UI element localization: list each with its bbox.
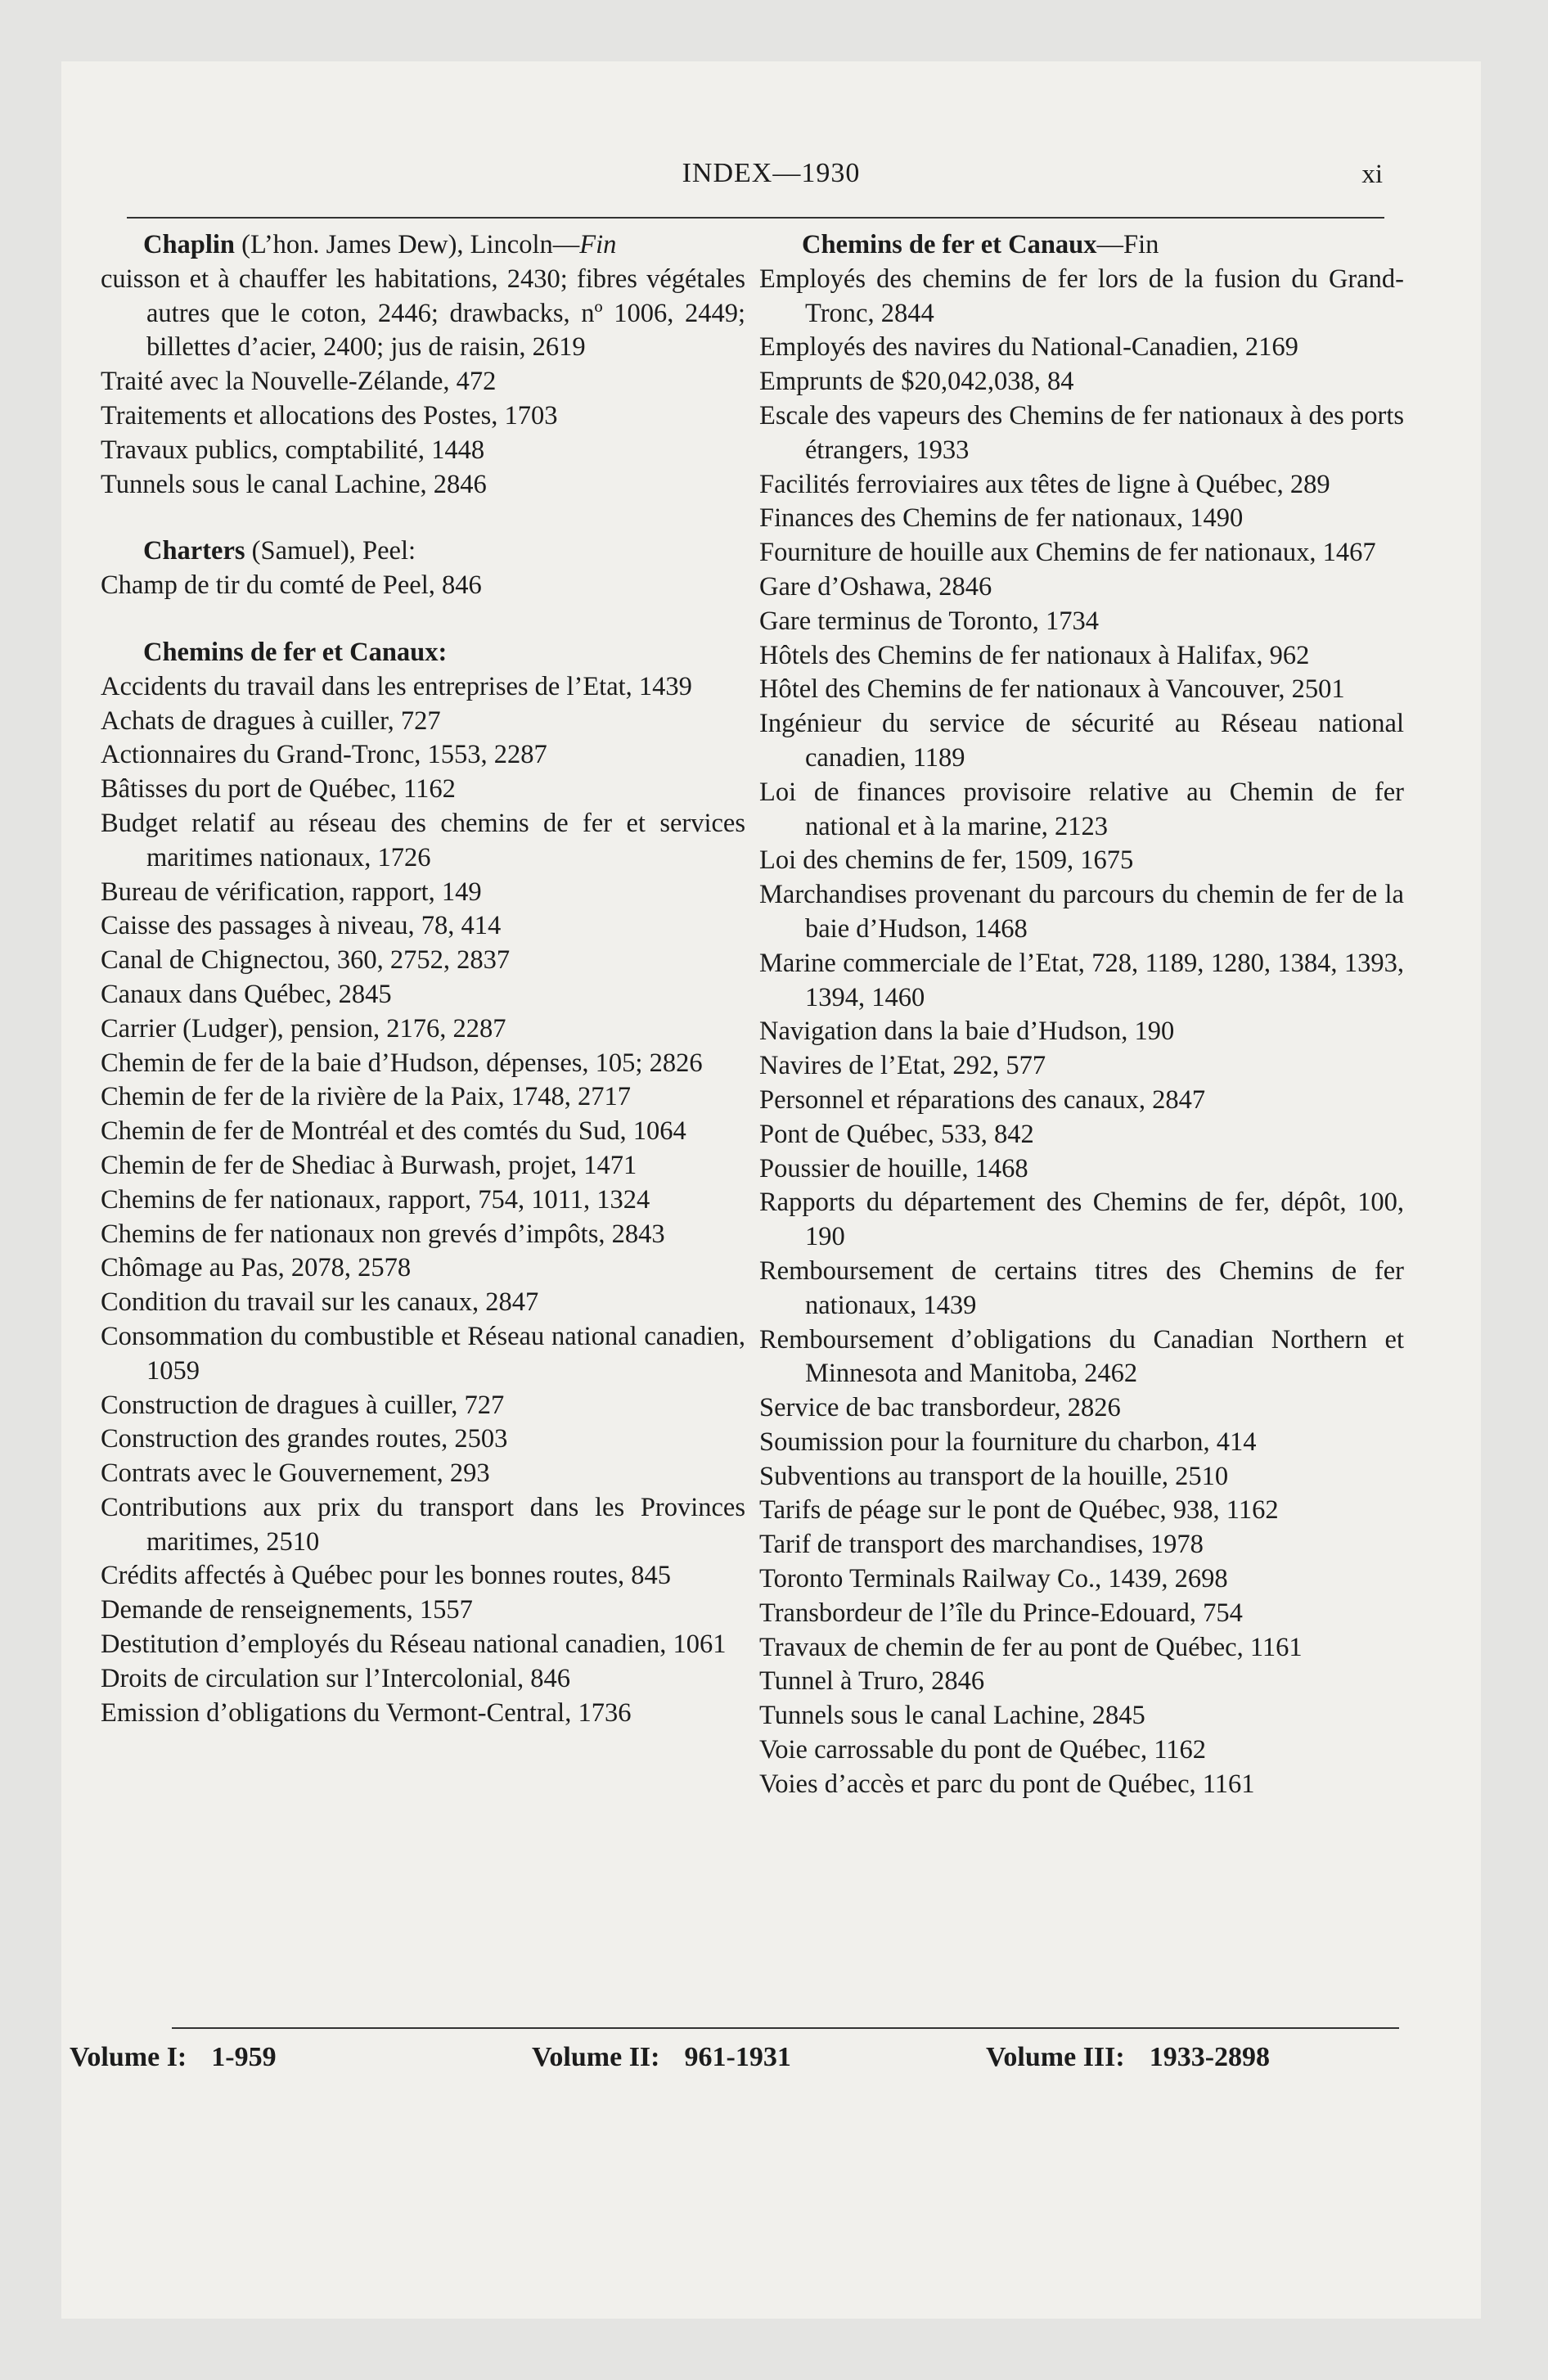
entry-name: Chaplin	[143, 230, 236, 259]
volume-3	[986, 2042, 1270, 2073]
page-header	[61, 61, 1481, 225]
entry-name: Chemins de fer et Canaux	[802, 230, 1097, 259]
index-subentry: Tarifs de péage sur le pont de Québec, 938, 1162	[759, 1495, 1279, 1526]
index-subentry: Voie carrossable du pont de Québec, 1162	[759, 1735, 1207, 1765]
index-subentry: Droits de circulation sur l’Intercolonial, 846	[101, 1663, 571, 1693]
index-subentry: Canaux dans Québec, 2845	[101, 979, 392, 1009]
index-subentry: Transbordeur de l’île du Prince-Edouard, 754	[759, 1598, 1243, 1628]
volume-label: Volume II:	[532, 2042, 660, 2072]
index-subentry: Contributions aux prix du transport dans les Provinces maritimes, 2510	[101, 1492, 745, 1557]
index-subentry: Loi de finances provisoire relative au Chemin de fer national et à la marine, 2123	[759, 777, 1404, 841]
index-subentry: Loi des chemins de fer, 1509, 1675	[759, 845, 1134, 876]
index-subentry: Voies d’accès et parc du pont de Québec, 1161	[759, 1769, 1255, 1799]
index-page	[61, 61, 1481, 2319]
entry-heading	[143, 534, 745, 569]
index-subentry: Bâtisses du port de Québec, 1162	[101, 774, 456, 805]
page-title: INDEX—1930	[682, 158, 861, 188]
index-subentry: Caisse des passages à niveau, 78, 414	[101, 911, 502, 941]
index-subentry: Subventions au transport de la houille, 2510	[759, 1461, 1229, 1491]
volume-range: 1-959	[211, 2042, 277, 2072]
index-entry	[101, 636, 745, 1731]
index-subentry: cuisson et à chauffer les habitations, 2430; fibres végétales autres que le coton, 2446; drawbacks, nº 1006, 2449; billettes d’acier, 2400; jus de raisin, 2619	[101, 264, 745, 363]
index-subentry: Budget relatif au réseau des chemins de fer et services maritimes nationaux, 1726	[101, 808, 745, 872]
index-subentry: Traité avec la Nouvelle-Zélande, 472	[101, 367, 497, 397]
entry-heading	[802, 228, 1404, 263]
index-subentry: Emprunts de $20,042,038, 84	[759, 367, 1074, 397]
index-entry	[759, 228, 1404, 1802]
entry-qualifier: (L’hon. James Dew), Lincoln—	[235, 230, 580, 259]
entry-qualifier: —Fin	[1096, 230, 1159, 259]
index-subentry: Canal de Chignectou, 360, 2752, 2837	[101, 945, 511, 976]
index-subentry: Navigation dans la baie d’Hudson, 190	[759, 1016, 1175, 1047]
index-subentry: Employés des navires du National-Canadien, 2169	[759, 332, 1298, 363]
index-subentry: Hôtel des Chemins de fer nationaux à Vancouver, 2501	[759, 674, 1345, 705]
header-rule	[127, 217, 1384, 219]
index-subentry: Personnel et réparations des canaux, 2847	[759, 1084, 1206, 1115]
entry-heading	[143, 228, 745, 263]
volume-label: Volume III:	[986, 2042, 1125, 2072]
entry-heading	[143, 636, 745, 670]
right-column	[759, 228, 1404, 1802]
volume-range: 1933-2898	[1149, 2042, 1271, 2072]
index-subentry: Tarif de transport des marchandises, 1978	[759, 1530, 1204, 1560]
index-subentry: Construction des grandes routes, 2503	[101, 1424, 508, 1454]
index-subentry: Achats de dragues à cuiller, 727	[101, 705, 441, 736]
index-subentry: Destitution d’employés du Réseau national canadien, 1061	[101, 1629, 727, 1660]
entry-qualifier: (Samuel), Peel:	[245, 536, 416, 566]
index-subentry: Marine commerciale de l’Etat, 728, 1189, 1280, 1384, 1393, 1394, 1460	[759, 948, 1404, 1012]
index-subentry: Crédits affectés à Québec pour les bonnes routes, 845	[101, 1561, 672, 1591]
index-subentry: Champ de tir du comté de Peel, 846	[101, 570, 482, 601]
index-subentry: Fourniture de houille aux Chemins de fer nationaux, 1467	[759, 538, 1376, 568]
volume-2	[532, 2042, 791, 2073]
index-subentry: Construction de dragues à cuiller, 727	[101, 1390, 505, 1420]
index-entry	[101, 534, 745, 603]
index-subentry: Tunnels sous le canal Lachine, 2845	[759, 1701, 1145, 1731]
index-subentry: Poussier de houille, 1468	[759, 1153, 1028, 1183]
index-subentry: Tunnels sous le canal Lachine, 2846	[101, 469, 487, 499]
index-subentry: Consommation du combustible et Réseau national canadien, 1059	[101, 1321, 745, 1386]
index-subentry: Remboursement d’obligations du Canadian Northern et Minnesota and Manitoba, 2462	[759, 1324, 1404, 1389]
index-subentry: Chemin de fer de la rivière de la Paix, 1748, 2717	[101, 1082, 632, 1112]
index-subentry: Ingénieur du service de sécurité au Réseau national canadien, 1189	[759, 709, 1404, 773]
index-entry	[101, 228, 745, 502]
index-subentry: Chemin de fer de Montréal et des comtés du Sud, 1064	[101, 1116, 686, 1147]
index-subentry: Soumission pour la fourniture du charbon, 414	[759, 1427, 1257, 1457]
index-subentry: Toronto Terminals Railway Co., 1439, 2698	[759, 1564, 1228, 1594]
volume-range: 961-1931	[684, 2042, 791, 2072]
index-subentry: Gare d’Oshawa, 2846	[759, 571, 992, 602]
index-subentry: Chemins de fer nationaux, rapport, 754, 1011, 1324	[101, 1184, 650, 1215]
entry-name: Chemins de fer et Canaux:	[143, 637, 448, 667]
index-subentry: Chômage au Pas, 2078, 2578	[101, 1253, 412, 1283]
index-subentry: Marchandises provenant du parcours du chemin de fer de la baie d’Hudson, 1468	[759, 880, 1404, 944]
index-subentry: Remboursement de certains titres des Chemins de fer nationaux, 1439	[759, 1255, 1404, 1320]
page-number: xi	[1361, 160, 1383, 189]
index-subentry: Bureau de vérification, rapport, 149	[101, 877, 482, 907]
index-subentry: Facilités ferroviaires aux têtes de ligne à Québec, 289	[759, 469, 1330, 499]
index-subentry: Actionnaires du Grand-Tronc, 1553, 2287	[101, 740, 547, 770]
index-subentry: Travaux publics, comptabilité, 1448	[101, 435, 485, 465]
index-subentry: Hôtels des Chemins de fer nationaux à Halifax, 962	[759, 640, 1310, 670]
volume-1	[70, 2042, 277, 2073]
index-subentry: Contrats avec le Gouvernement, 293	[101, 1458, 490, 1489]
index-subentry: Carrier (Ludger), pension, 2176, 2287	[101, 1013, 506, 1044]
index-subentry: Traitements et allocations des Postes, 1703	[101, 400, 558, 430]
index-subentry: Travaux de chemin de fer au pont de Québec, 1161	[759, 1632, 1303, 1662]
entry-continuation-marker: Fin	[579, 230, 617, 259]
index-subentry: Finances des Chemins de fer nationaux, 1490	[759, 503, 1244, 534]
index-subentry: Condition du travail sur les canaux, 2847	[101, 1287, 539, 1318]
index-subentry: Emission d’obligations du Vermont-Central, 1736	[101, 1697, 632, 1728]
footer-rule	[172, 2027, 1399, 2029]
index-subentry: Chemin de fer de Shediac à Burwash, projet, 1471	[101, 1150, 637, 1180]
volume-label: Volume I:	[70, 2042, 187, 2072]
index-subentry: Service de bac transbordeur, 2826	[759, 1393, 1121, 1423]
index-subentry: Chemin de fer de la baie d’Hudson, dépenses, 105; 2826	[101, 1048, 703, 1078]
index-subentry: Pont de Québec, 533, 842	[759, 1119, 1034, 1149]
index-subentry: Navires de l’Etat, 292, 577	[759, 1051, 1046, 1081]
entry-name: Charters	[143, 536, 245, 566]
index-subentry: Employés des chemins de fer lors de la fusion du Grand-Tronc, 2844	[759, 264, 1404, 328]
index-subentry: Demande de renseignements, 1557	[101, 1595, 473, 1625]
index-subentry: Chemins de fer nationaux non grevés d’impôts, 2843	[101, 1219, 665, 1249]
index-subentry: Escale des vapeurs des Chemins de fer nationaux à des ports étrangers, 1933	[759, 400, 1404, 465]
index-subentry: Accidents du travail dans les entreprises de l’Etat, 1439	[101, 671, 692, 701]
index-subentry: Rapports du département des Chemins de fer, dépôt, 100, 190	[759, 1188, 1404, 1252]
left-column	[101, 228, 745, 1730]
index-subentry: Gare terminus de Toronto, 1734	[759, 606, 1100, 636]
index-subentry: Tunnel à Truro, 2846	[759, 1666, 985, 1697]
